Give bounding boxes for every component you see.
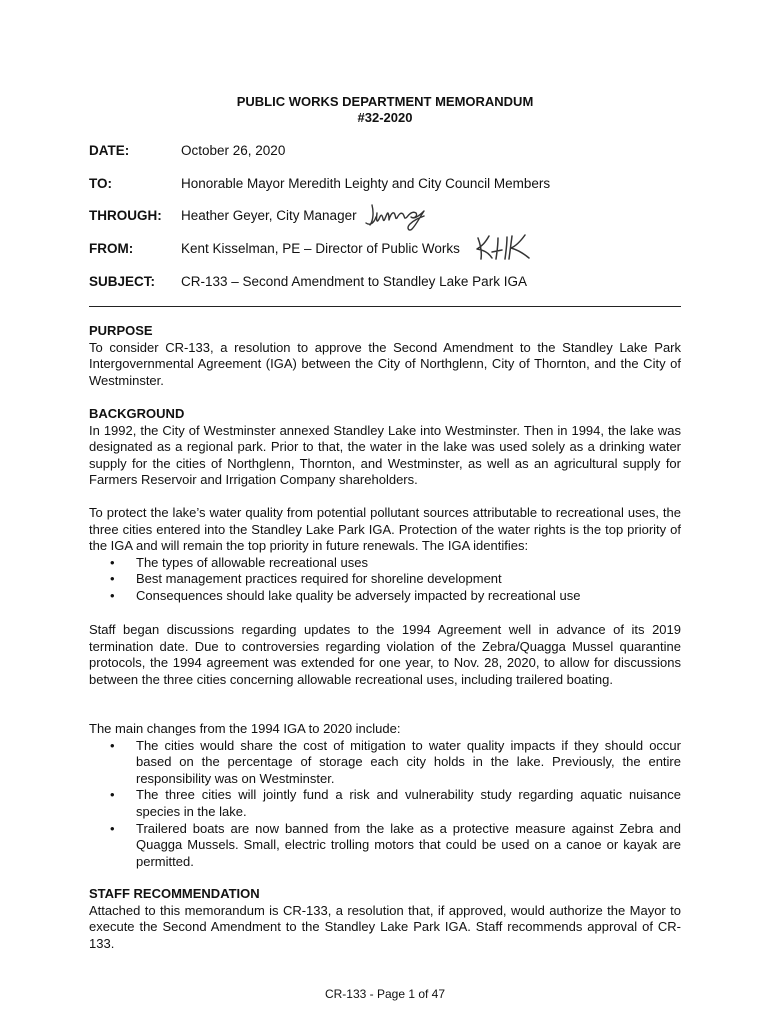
to-label: TO: [89, 176, 112, 191]
recommendation-text: Attached to this memorandum is CR-133, a resolution that, if approved, would authorize the Mayor to execute the Second Amendment to the Standley Lake Park IGA. Staff recommends approval of CR-133. [89, 902, 681, 951]
background-paragraph-2: To protect the lake’s water quality from potential pollutant sources attributable to recreational uses, the three cities entered into the Standley Lake Park IGA. Protection of the water rights is the top priority of the IGA and will remain the top priority in future renewals. The IGA identifies: [89, 505, 681, 554]
memo-number: #32-2020 [357, 110, 413, 125]
city-manager-signature [364, 199, 430, 233]
from-value: Kent Kisselman, PE – Director of Public Works [181, 241, 460, 256]
purpose-section [89, 323, 681, 389]
director-signature [474, 232, 534, 262]
list-item: • Best management practices required for shoreline development [136, 571, 681, 588]
list-item: • The cities would share the cost of mitigation to water quality impacts if they should occur based on the percentage of storage each city holds in the lake. Previously, the entire responsibility was on Westminster. [136, 738, 681, 788]
main-changes-block [89, 721, 681, 870]
page-footer: CR-133 - Page 1 of 47 [324, 987, 446, 1001]
background-iga-block [89, 505, 681, 605]
background-paragraph-3: Staff began discussions regarding updates to the 1994 Agreement well in advance of its 2019 termination date. Due to controversies regarding violation of the Zebra/Quagga Mussel quarantine protocols, the 1994 agreement was extended for one year, to Nov. 28, 2020, to allow for discussions between the three cities concerning allowable recreational uses, including trailered boating. [89, 622, 681, 687]
list-item: • The three cities will jointly fund a risk and vulnerability study regarding aquatic nuisance species in the lake. [136, 787, 681, 820]
list-item: • The types of allowable recreational uses [136, 555, 681, 572]
purpose-text: To consider CR-133, a resolution to approve the Second Amendment to the Standley Lake Park Intergovernmental Agreement (IGA) between the City of Northglenn, City of Thornton, and the City of Westminster. [89, 339, 681, 388]
date-value: October 26, 2020 [181, 143, 286, 158]
background-heading: BACKGROUND [89, 406, 185, 421]
list-item: • Consequences should lake quality be adversely impacted by recreational use [136, 588, 681, 605]
recommendation-heading: STAFF RECOMMENDATION [89, 886, 260, 901]
to-value: Honorable Mayor Meredith Leighty and City Council Members [181, 176, 551, 191]
background-paragraph-1: In 1992, the City of Westminster annexed Standley Lake into Westminster. Then in 1994, the lake was designated as a regional park. Prior to that, the water in the lake was used solely as a drinking water supply for the cities of Northglenn, Thornton, and Westminster, as well as an agricultural supply for Farmers Reservoir and Irrigation Company shareholders. [89, 422, 681, 488]
background-paragraph-4: The main changes from the 1994 IGA to 2020 include: [89, 721, 401, 736]
through-label: THROUGH: [89, 208, 162, 223]
subject-label: SUBJECT: [89, 274, 156, 289]
list-item: • Trailered boats are now banned from the lake as a protective measure against Zebra and Quagga Mussels. Small, electric trolling motors that could be used on a canoe or kayak are permitted. [136, 821, 681, 871]
date-label: DATE: [89, 143, 130, 158]
memo-title: PUBLIC WORKS DEPARTMENT MEMORANDUM [236, 94, 534, 109]
header-divider [89, 306, 681, 307]
background-history-block [89, 622, 681, 688]
main-changes-list [89, 738, 681, 871]
recommendation-section [89, 886, 681, 952]
from-label: FROM: [89, 241, 134, 256]
purpose-heading: PURPOSE [89, 323, 153, 338]
subject-value: CR-133 – Second Amendment to Standley Lake Park IGA [181, 274, 527, 289]
through-value: Heather Geyer, City Manager [181, 208, 357, 223]
background-section [89, 406, 681, 489]
iga-identifies-list [89, 555, 681, 605]
